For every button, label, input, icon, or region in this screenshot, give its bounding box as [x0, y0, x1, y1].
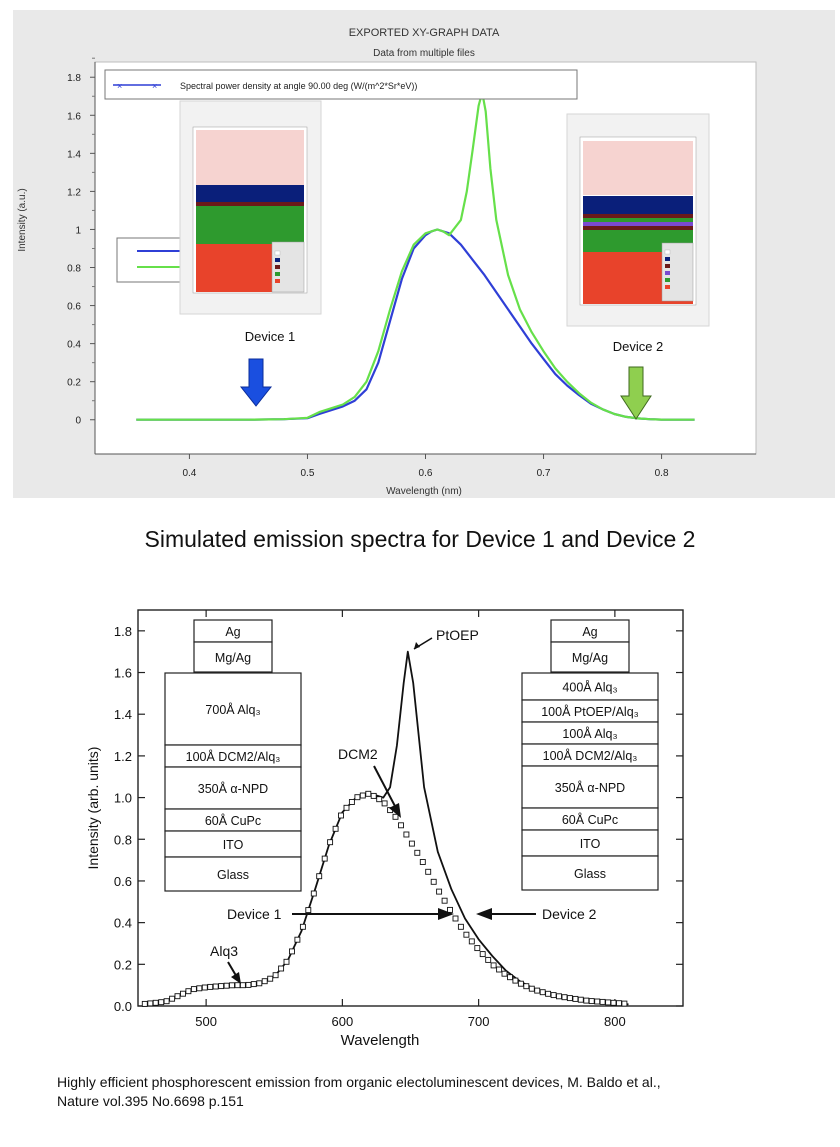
y-tick-label: 0.0: [113, 999, 132, 1014]
layer-label: 350Å α-NPD: [554, 781, 626, 795]
legend-marker: ×: [117, 81, 123, 91]
alq3-annotation: Alq3: [210, 943, 239, 959]
device-1-point: [606, 1000, 611, 1005]
device-2-annotation: Device 2: [612, 339, 664, 354]
device-1-point: [148, 1001, 153, 1006]
device-1-structure-inset: [180, 101, 321, 314]
layer-label: Mg/Ag: [571, 651, 609, 665]
y-tick-label: 1.4: [113, 707, 132, 723]
y-tick-label: 0.4: [113, 915, 132, 931]
device-1-point: [246, 982, 251, 987]
device-1-point: [595, 999, 600, 1004]
measured-chart-panel: [70, 598, 690, 1058]
device-1-point: [235, 983, 240, 988]
y-tick-label: 0.2: [67, 377, 81, 389]
chart-subtitle: Data from multiple files: [373, 48, 475, 59]
device-1-point: [513, 978, 518, 983]
layer-label: 400Å Alq₃: [562, 680, 618, 695]
device-1-point: [159, 1000, 164, 1005]
layer-label: Glass: [217, 868, 249, 882]
y-tick-label: 1.0: [113, 790, 132, 806]
simulated-chart-panel: [13, 10, 835, 498]
device-1-point: [458, 924, 463, 929]
device-1-point: [208, 984, 213, 989]
device-1-point: [322, 856, 327, 861]
device-1-point: [202, 985, 207, 990]
device-1-point: [453, 916, 458, 921]
layer-label: Ag: [225, 625, 241, 639]
device-1-point: [181, 991, 186, 996]
y-tick-label: 0.4: [67, 339, 81, 351]
device-1-point: [186, 989, 191, 994]
x-tick-label: 0.5: [300, 468, 315, 479]
x-tick-label: 0.7: [536, 468, 551, 479]
device-1-point: [213, 984, 218, 989]
device-1-point: [448, 907, 453, 912]
device-1-point: [284, 959, 289, 964]
y-tick-label: 0.6: [113, 873, 132, 889]
layer-label: 350Å α-NPD: [197, 782, 269, 796]
device-1-point: [584, 998, 589, 1003]
device-1-point: [431, 879, 436, 884]
device-1-point: [153, 1000, 158, 1005]
device-1-point: [170, 996, 175, 1001]
device-1-point: [349, 800, 354, 805]
device-1-point: [240, 983, 245, 988]
citation-line-2: Nature vol.395 No.6698 p.151: [57, 1093, 244, 1109]
layer-label: 100Å DCM2/Alq₃: [185, 750, 281, 764]
x-tick-label: 700: [467, 1014, 490, 1029]
device-2-structure-inset: [567, 114, 709, 326]
x-axis-label: Wavelength (nm): [386, 486, 462, 497]
layer-label: Glass: [574, 867, 606, 881]
device-1-point: [497, 967, 502, 972]
device-1-point: [567, 996, 572, 1001]
device-1-point: [279, 966, 284, 971]
y-tick-label: 1.2: [113, 748, 132, 764]
device-1-point: [262, 979, 267, 984]
device-1-point: [399, 823, 404, 828]
y-tick-label: 1.6: [113, 665, 132, 681]
layer-label: 60Å CuPc: [561, 813, 619, 827]
x-tick-label: 800: [604, 1014, 626, 1029]
device-1-point: [491, 963, 496, 968]
device-1-point: [142, 1001, 147, 1006]
device-1-point: [589, 999, 594, 1004]
device-1-point: [562, 995, 567, 1000]
device-1-point: [486, 957, 491, 962]
figure-caption: Simulated emission spectra for Device 1 and Device 2: [144, 526, 696, 552]
device-1-point: [339, 813, 344, 818]
layer-label: 100Å PtOEP/Alq₃: [541, 705, 639, 719]
device-1-point: [622, 1001, 627, 1006]
device-1-point: [529, 986, 534, 991]
device-1-point: [578, 997, 583, 1002]
device-1-point: [197, 986, 202, 991]
y-tick-label: 1.2: [67, 187, 81, 199]
device-1-point: [551, 993, 556, 998]
device-2-annotation: Device 2: [542, 906, 597, 922]
y-tick-label: 0.6: [67, 301, 81, 313]
device-1-point: [317, 874, 322, 879]
device-1-point: [415, 850, 420, 855]
chart-title: EXPORTED XY-GRAPH DATA: [348, 27, 500, 39]
layer-label: Ag: [582, 625, 598, 639]
device-1-point: [328, 840, 333, 845]
y-tick-label: 0.8: [113, 832, 132, 848]
simulated-chart: [13, 10, 835, 498]
device-1-point: [420, 860, 425, 865]
device-1-point: [219, 984, 224, 989]
device-1-point: [409, 841, 414, 846]
layer-label: ITO: [579, 837, 601, 851]
layer-label: 60Å CuPc: [204, 814, 262, 828]
x-axis-label: Wavelength: [340, 1032, 420, 1049]
device-1-point: [518, 981, 523, 986]
y-axis-label: Intensity (a.u.): [17, 188, 28, 252]
y-tick-label: 1.6: [67, 111, 81, 123]
layer-label: ITO: [222, 838, 244, 852]
device-1-point: [535, 988, 540, 993]
legend-entry: Spectral power density at angle 90.00 deg (W/(m^2*Sr*eV)): [180, 81, 418, 91]
device-1-point: [442, 898, 447, 903]
device-1-point: [502, 971, 507, 976]
y-tick-label: 1.8: [113, 623, 132, 639]
x-tick-label: 600: [331, 1014, 354, 1029]
device-1-point: [611, 1000, 616, 1005]
y-tick-label: 1: [75, 225, 81, 237]
device-1-point: [426, 869, 431, 874]
y-tick-label: 1.8: [67, 73, 81, 85]
device-1-point: [475, 946, 480, 951]
device-1-point: [469, 939, 474, 944]
device-1-point: [371, 793, 376, 798]
device-1-point: [437, 889, 442, 894]
y-axis-label: Intensity (arb. units): [85, 746, 101, 870]
layer-label: 700Å Alq₃: [205, 703, 261, 717]
device-1-point: [344, 805, 349, 810]
device-1-point: [508, 975, 513, 980]
device-1-point: [175, 994, 180, 999]
device-1-point: [540, 990, 545, 995]
y-tick-label: 0: [75, 415, 81, 427]
device-1-point: [377, 797, 382, 802]
x-tick-label: 500: [195, 1014, 217, 1029]
device-1-annotation: Device 1: [227, 906, 282, 922]
device-1-point: [382, 801, 387, 806]
layer-label: Mg/Ag: [214, 651, 252, 665]
y-tick-label: 1.4: [67, 149, 81, 161]
device-1-point: [355, 795, 360, 800]
x-tick-label: 0.8: [654, 468, 669, 479]
device-1-point: [393, 814, 398, 819]
citation-line-1: Highly efficient phosphorescent emission from organic electoluminescent devices, M. Baldo et al.,: [57, 1074, 661, 1090]
y-tick-label: 0.8: [67, 263, 81, 275]
device-1-point: [546, 991, 551, 996]
device-1-point: [230, 983, 235, 988]
device-1-annotation: Device 1: [244, 329, 296, 344]
device-1-point: [617, 1001, 622, 1006]
legend-marker: ×: [152, 81, 158, 91]
device-1-point: [224, 983, 229, 988]
dcm2-annotation: DCM2: [338, 746, 378, 762]
device-1-point: [557, 994, 562, 999]
measured-chart: [70, 598, 690, 1058]
device-1-point: [600, 999, 605, 1004]
device-1-point: [251, 982, 256, 987]
citation: [57, 1073, 817, 1111]
device-1-point: [268, 976, 273, 981]
y-tick-label: 0.2: [113, 957, 132, 973]
device-1-point: [480, 952, 485, 957]
device-1-point: [573, 996, 578, 1001]
x-tick-label: 0.4: [182, 468, 197, 479]
device-1-point: [164, 999, 169, 1004]
device-1-point: [191, 987, 196, 992]
device-1-point: [306, 908, 311, 913]
device-1-point: [311, 891, 316, 896]
device-1-point: [464, 932, 469, 937]
device-1-point: [273, 973, 278, 978]
device-1-point: [290, 949, 295, 954]
device-1-point: [404, 832, 409, 837]
layer-label: 100Å Alq₃: [562, 727, 618, 741]
device-1-point: [333, 826, 338, 831]
device-1-point: [257, 981, 262, 986]
device-1-point: [295, 937, 300, 942]
device-1-point: [360, 793, 365, 798]
layer-label: 100Å DCM2/Alq₃: [542, 749, 638, 763]
device-1-point: [524, 984, 529, 989]
ptoep-annotation: PtOEP: [436, 627, 479, 643]
device-1-point: [300, 924, 305, 929]
device-1-point: [366, 791, 371, 796]
x-tick-label: 0.6: [418, 468, 433, 479]
